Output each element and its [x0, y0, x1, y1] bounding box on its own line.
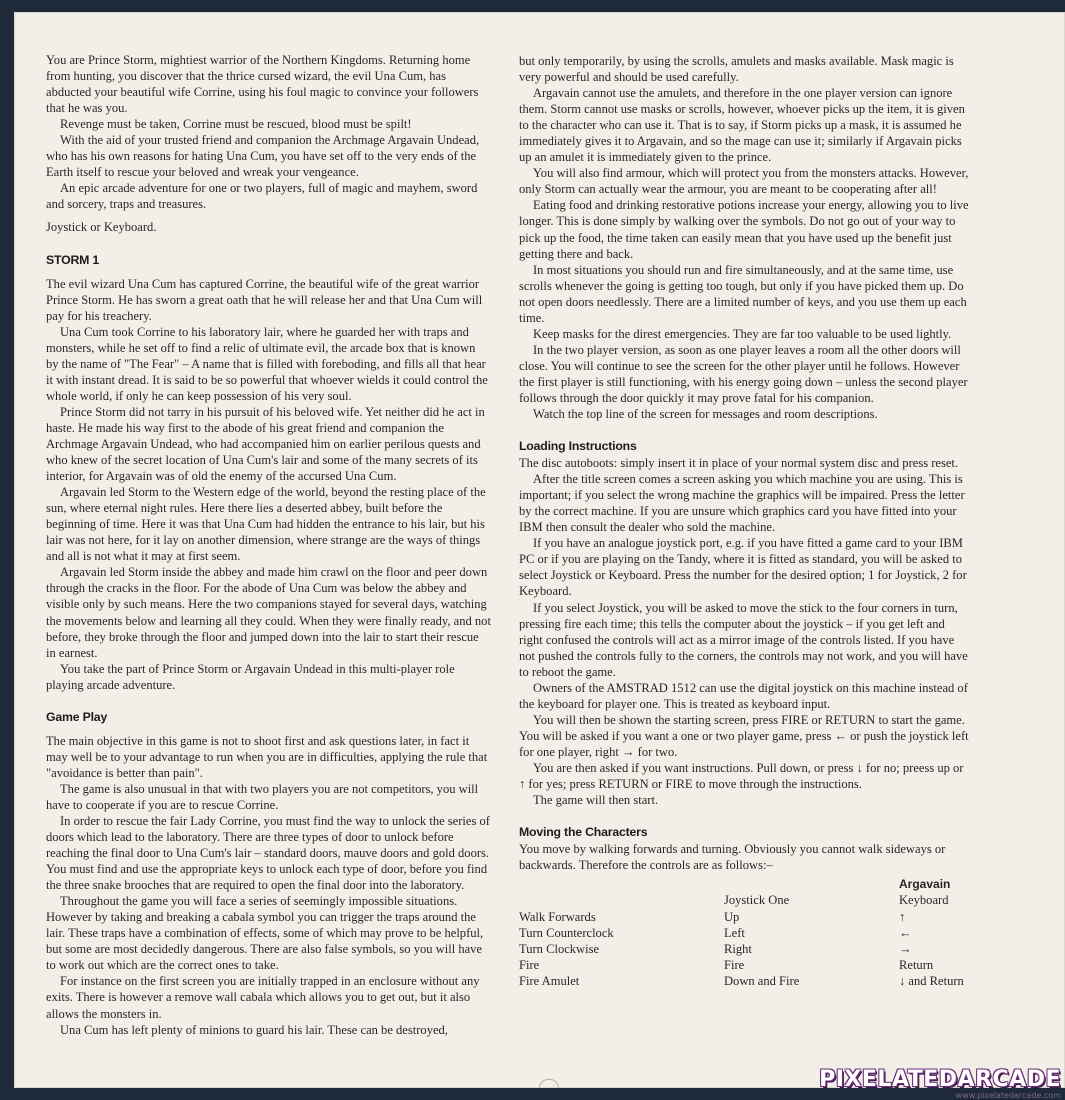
gameplay-paragraph: In order to rescue the fair Lady Corrine, you must find the way to unlock the series of doors which lead to the laboratory. There are three types of door to unlock before reaching the final door to Una Cum's lair – standard doors, mauve doors and gold doors. You must find and use the appropriate keys to unlock each type of door, before you find the three snake brooches that are required to open the final door into the laboratory. — [46, 813, 490, 893]
storm1-paragraph: Prince Storm did not tarry in his pursuit of his beloved wife. Yet neither did he act in haste. He made his way first to the abode of his great friend and companion the Archmage Argavain Undead, who had accompanied him on earlier perilous quests and who knew of the secret location of Una Cum's lair and some of the many secrets of its interior, for Argavain was of old the enemy of the accursed Una Cum. — [46, 404, 485, 484]
loading-paragraph: If you have an analogue joystick port, e.g. if you have fitted a game card to your IBM PC or if you are playing on the Tandy, where it is fitted as standard, you will be asked to select Joystick or Keyboard. Press the number for the desired option; 1 for Joystick, 2 for Keyboard. — [519, 536, 967, 599]
col-header-keyboard: Keyboard — [899, 893, 949, 908]
body-paragraph: You will also find armour, which will protect you from the monsters attacks. However, only Storm can actually wear the armour, you are meant to be cooperating after all! — [519, 166, 969, 197]
intro-paragraph: An epic arcade adventure for one or two players, full of magic and mayhem, sword and sorcery, traps and treasures. — [46, 181, 478, 212]
right-column — [519, 53, 971, 990]
control-keyboard: ↓ and Return — [899, 974, 964, 989]
control-action: Turn Counterclock — [519, 925, 614, 940]
control-keyboard: Return — [899, 958, 934, 973]
body-paragraph: In the two player version, as soon as one player leaves a room all the other doors will close. You will continue to see the screen for the other player until he follows. However the first player is still functioning, with his energy going down – unless the second player follows through the door quickly it may prove fatal for his companion. — [519, 342, 968, 405]
loading-heading: Loading Instructions — [519, 439, 637, 454]
body-paragraph: Eating food and drinking restorative potions increase your energy, allowing you to live longer. This is done simply by walking over the symbols. Do not go out of your way to pick up the food, the time taken can easily mean that you have used up the benefit just getting there and back. — [519, 198, 969, 261]
control-action: Walk Forwards — [519, 909, 596, 924]
intro-paragraph: You are Prince Storm, mightiest warrior of the Northern Kingdoms. Returning home from hunting, you discover that the thrice cursed wizard, the evil Una Cum, has abducted your beautiful wife Corrine, using his foul magic to convince your followers that he was you. — [46, 53, 479, 116]
gameplay-paragraph: For instance on the first screen you are initially trapped in an enclosure without any exits. There is however a remove wall cabala which allows you to get out, but it also allows the monsters in. — [46, 974, 480, 1021]
moving-heading: Moving the Characters — [519, 825, 648, 840]
control-keyboard: ← — [899, 925, 912, 940]
table-row — [519, 957, 979, 973]
joystick-line: Joystick or Keyboard. — [46, 220, 157, 235]
manual-page — [14, 12, 1065, 1088]
watermark-logo: PIXELATEDARCADE — [819, 1067, 1061, 1092]
left-column — [46, 52, 491, 1038]
table-row — [519, 941, 979, 957]
gameplay-paragraph: Throughout the game you will face a series of seemingly impossible situations. However by taking and breaking a cabala symbol you can trigger the traps around the lair. These traps have a combination of effects, some of which may prove to be helpful, but some are most decidedly dangerous. There are also false symbols, so you will have to work out which are the correct ones to take. — [46, 894, 484, 973]
table-row — [519, 909, 979, 925]
storm1-heading: STORM 1 — [46, 252, 100, 267]
loading-paragraph: After the title screen comes a screen asking you which machine you are using. This is important; if you select the wrong machine the graphics will be impaired. Press the letter by the correct machine. If you are unsure which graphics card you have fitted into your IBM then consult the dealer who sold the machine. — [519, 472, 965, 535]
page-fold-mark — [539, 1079, 559, 1088]
watermark-url: www.pixelatedarcade.com — [955, 1091, 1061, 1100]
body-paragraph: Watch the top line of the screen for messages and room descriptions. — [533, 407, 878, 422]
body-paragraph: Keep masks for the direst emergencies. They are far too valuable to be used lightly. — [533, 326, 952, 341]
gameplay-paragraph: The main objective in this game is not to shoot first and ask questions later, in fact it may well be to your advantage to run when you are in difficulties, applying the rule that "avoidance is better than pain". — [46, 733, 488, 780]
intro-paragraph: With the aid of your trusted friend and companion the Archmage Argavain Undead, who has his own reasons for hating Una Cum, you have set off to the very ends of the Earth itself to rescue your beloved and wreak your vengeance. — [46, 133, 480, 180]
storm1-paragraph: Una Cum took Corrine to his laboratory lair, where he guarded her with traps and monsters, while he set off to find a relic of ultimate evil, the arcade box that is known by the name of "The Fear" – A name that is filled with foreboding, and fills all that hear it with instant dread. It is said to be so powerful that whoever wields it could control the whole world, if only he can keep possession of his very soul. — [46, 324, 488, 403]
control-joystick: Down and Fire — [724, 974, 800, 989]
character-name: Argavain — [899, 877, 951, 892]
gameplay-heading: Game Play — [46, 709, 108, 724]
control-keyboard: ↑ — [899, 909, 906, 924]
intro-paragraph: Revenge must be taken, Corrine must be rescued, blood must be spilt! — [60, 117, 412, 132]
loading-paragraph: Owners of the AMSTRAD 1512 can use the digital joystick on this machine instead of the keyboard for player one. This is treated as keyboard input. — [519, 680, 968, 711]
control-joystick: Left — [724, 925, 745, 940]
storm1-paragraph: The evil wizard Una Cum has captured Corrine, the beautiful wife of the great warrior Prince Storm. He has sworn a great oath that he will release her and that Una Cum will pay for his treachery. — [46, 276, 483, 323]
gameplay-paragraph: Una Cum has left plenty of minions to guard his lair. These can be destroyed, — [60, 1022, 448, 1037]
storm1-paragraph: You take the part of Prince Storm or Argavain Undead in this multi-player role playing arcade adventure. — [46, 661, 455, 692]
col-header-joystick: Joystick One — [724, 893, 790, 908]
control-joystick: Fire — [724, 958, 745, 973]
control-joystick: Right — [724, 942, 752, 957]
loading-paragraph: You will then be shown the starting screen, press FIRE or RETURN to start the game. You will be asked if you want a one or two player game, press ← or push the joystick left for one player, right → for two. — [519, 712, 969, 759]
gameplay-paragraph: The game is also unusual in that with two players you are not competitors, you will have to cooperate if you are to rescue Corrine. — [46, 781, 479, 812]
control-joystick: Up — [724, 909, 740, 924]
loading-paragraph: If you select Joystick, you will be asked to move the stick to the four corners in turn, pressing fire each time; this tells the computer about the joystick – if you get left and right confused the controls will act as a mirror image of the controls listed. If you have not pushed the controls fully to the corners, the controls may not work, and you will have to reboot the game. — [519, 600, 968, 679]
body-paragraph: In most situations you should run and fire simultaneously, and at the same time, use scrolls whenever the going is getting too tough, but only if you have picked them up. Do not open doors needlessly. There are a limited number of keys, and you use them up each time. — [519, 262, 967, 325]
loading-paragraph: You are then asked if you want instructions. Pull down, or press ↓ for no; preess up or ↑ for yes; press RETURN or FIRE to move through the instructions. — [519, 760, 964, 792]
controls-table — [519, 876, 979, 989]
loading-paragraph: The game will then start. — [533, 793, 659, 808]
control-action: Fire Amulet — [519, 974, 580, 989]
watermark — [819, 1069, 1061, 1100]
body-paragraph: but only temporarily, by using the scrolls, amulets and masks available. Mask magic is very powerful and should be used carefully. — [519, 54, 954, 85]
control-action: Fire — [519, 958, 540, 973]
storm1-paragraph: Argavain led Storm to the Western edge of the world, beyond the resting place of the sun, where eternal night rules. Here there lies a deserted abbey, built before the beginning of time. Here it was that Una Cum had hidden the entrance to his lair, but his lair was not here, for it lay on another dimension, where strange are the ways of things and all is not what it may at first seem. — [46, 485, 486, 564]
body-paragraph: Argavain cannot use the amulets, and therefore in the one player version can ignore them. Storm cannot use masks or scrolls, however, whoever picks up the item, it is given to the character who can use it. That is to say, if Storm picks up a mask, it is assumed he immediately gives it to Argavain, and so the mage can use it; similarly if Argavain picks up an amulet it is immediately given to the prince. — [519, 86, 965, 165]
storm1-paragraph: Argavain led Storm inside the abbey and made him crawl on the floor and peer down through the cracks in the floor. For the abode of Una Cum was below the abbey and visible only by such means. Here the two companions stayed for several days, watching the movements below and learning all they could. When they were finally ready, and not before, they broke through the floor and jumped down into the lair to start their rescue in earnest. — [46, 565, 491, 660]
control-keyboard: → — [899, 942, 912, 957]
control-action: Turn Clockwise — [519, 942, 600, 957]
table-row — [519, 925, 979, 941]
table-row — [519, 973, 979, 989]
moving-intro: You move by walking forwards and turning. Obviously you cannot walk sideways or backwards. Therefore the controls are as follows:– — [519, 842, 946, 873]
loading-paragraph: The disc autoboots: simply insert it in place of your normal system disc and press reset. — [519, 456, 959, 471]
